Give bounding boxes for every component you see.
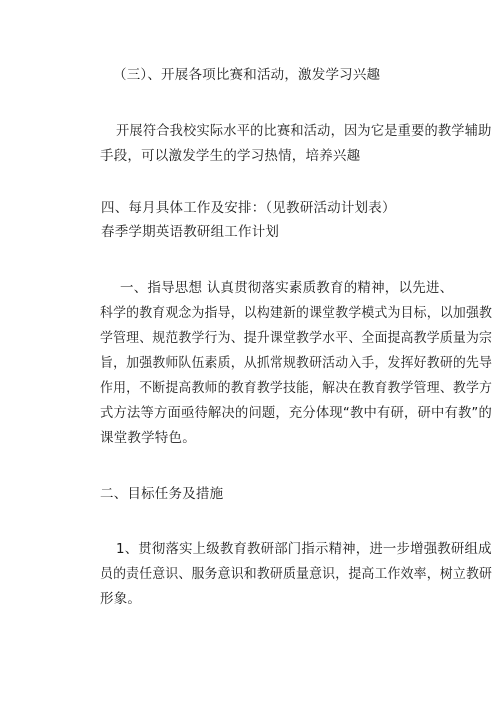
guiding-line-2: 科学的教育观念为指导，以构建新的课堂教学模式为目标，以加强教 [100, 305, 493, 321]
guiding-line-3: 学管理、规范教学行为、提升课堂教学水平、全面提高教学质量为宗 [100, 330, 493, 346]
item1-line-1: 1、贯彻落实上级教育教研部门指示精神，进一步增强教研组成 [116, 541, 492, 557]
guiding-line-7: 课堂教学特色。 [100, 430, 196, 446]
section3-body-line-2: 手段，可以激发学生的学习热情，培养兴趣 [100, 148, 361, 164]
guiding-line-5: 作用，不断提高教师的教育教学技能，解决在教育教学管理、教学方 [100, 380, 493, 396]
section2-heading: 二、目标任务及措施 [100, 486, 224, 502]
guiding-line-6: 式方法等方面亟待解决的问题，充分体现“教中有研，研中有教”的 [100, 405, 493, 421]
section3-body-line-1: 开展符合我校实际水平的比赛和活动，因为它是重要的教学辅助 [116, 123, 492, 139]
guiding-line-4: 旨，加强教师队伍素质，从抓常规教研活动入手，发挥好教研的先导 [100, 355, 493, 371]
guiding-line-1: 一、指导思想 认真贯彻落实素质教育的精神，以先进、 [120, 280, 454, 296]
section3-heading: （三）、开展各项比赛和活动，激发学习兴趣 [113, 67, 381, 83]
plan-title: 春季学期英语教研组工作计划 [101, 224, 280, 240]
item1-line-3: 形象。 [100, 591, 142, 607]
section4-heading: 四、每月具体工作及安排：（见教研活动计划表） [101, 200, 396, 216]
item1-line-2: 员的责任意识、服务意识和教研质量意识，提高工作效率，树立教研 [100, 566, 493, 582]
